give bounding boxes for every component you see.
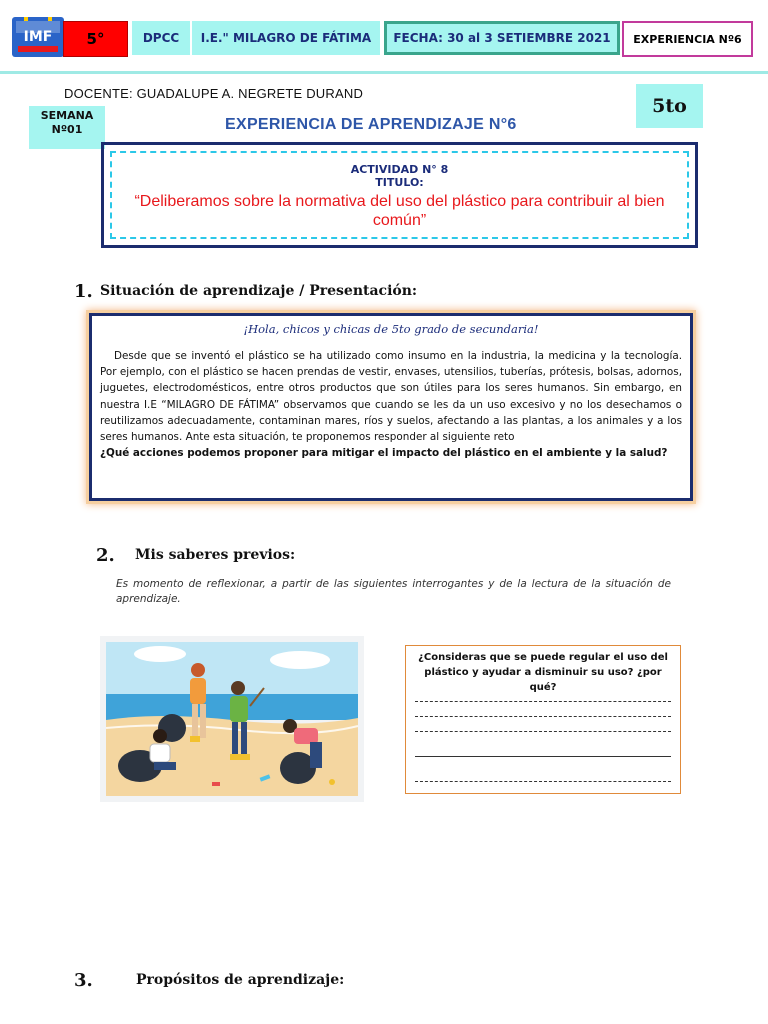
section-3-title: Propósitos de aprendizaje: xyxy=(136,972,345,988)
section-2-number: 2. xyxy=(96,545,115,566)
header-date: FECHA: 30 al 3 SETIEMBRE 2021 xyxy=(384,21,620,55)
question-text: ¿Consideras que se puede regular el uso del plástico y ayudar a disminuir su uso? ¿por qué? xyxy=(418,652,668,693)
experience-title: EXPERIENCIA DE APRENDIZAJE N°6 xyxy=(225,116,517,133)
activity-inner-border xyxy=(110,151,689,239)
situation-question: ¿Qué acciones podemos proponer para mitigar el impacto del plástico en el ambiente y la salud? xyxy=(100,447,668,460)
teacher-name: DOCENTE: GUADALUPE A. NEGRETE DURAND xyxy=(64,86,364,101)
header-grade: 5° xyxy=(63,21,128,57)
situation-greeting: ¡Hola, chicos y chicas de 5to grado de secundaria! xyxy=(243,322,539,336)
activity-title-label: TITULO: xyxy=(375,176,424,189)
section-3-number: 3. xyxy=(74,970,93,991)
school-logo xyxy=(10,15,66,59)
situation-box xyxy=(89,313,693,501)
answer-line-3[interactable] xyxy=(415,731,671,732)
activity-number: ACTIVIDAD N° 8 xyxy=(350,163,449,176)
header-school: I.E." MILAGRO DE FÁTIMA xyxy=(192,21,380,55)
activity-box xyxy=(101,142,698,248)
header-area: DPCC xyxy=(132,21,190,55)
header-experience: EXPERIENCIA Nº6 xyxy=(622,21,753,57)
answer-line-4[interactable] xyxy=(415,756,671,757)
answer-line-2[interactable] xyxy=(415,716,671,717)
week-label: SEMANA xyxy=(40,109,94,122)
header-divider xyxy=(0,71,768,74)
section-2-title: Mis saberes previos: xyxy=(135,547,296,563)
section-1-title: Situación de aprendizaje / Presentación: xyxy=(100,283,418,299)
question-box xyxy=(405,645,681,794)
beach-cleanup-illustration xyxy=(100,636,364,802)
grade-badge: 5to xyxy=(636,84,703,128)
reflection-instruction: Es momento de reflexionar, a partir de las siguientes interrogantes y de la lectura de la situación de aprendizaje. xyxy=(116,578,671,605)
week-number: Nº01 xyxy=(51,123,83,136)
answer-line-1[interactable] xyxy=(415,701,671,702)
svg-text:IMF: IMF xyxy=(23,29,53,45)
answer-line-5[interactable] xyxy=(415,781,671,782)
week-badge xyxy=(29,106,105,149)
situation-body: Desde que se inventó el plástico se ha utilizado como insumo en la industria, la medicina y la tecnología. Por ejemplo, con el plástico se hacen prendas de vestir, envases, utensilios, tuberías, prótesis, bolsas, adornos, juguetes, electrodomésticos, entre otros productos que son útiles para los seres humanos. Sin embargo, en nuestra I.E “MILAGRO DE FÁTIMA” observamos que cuando se les da un uso excesivo y no los desechamos o reutilizamos adecuadamente, contaminan mares, ríos y suelos, afectando a las plantas, a los animales y a los seres humanos. Ante esta situación, te proponemos responder al siguiente reto xyxy=(100,350,682,444)
activity-title: “Deliberamos sobre la normativa del uso del plástico para contribuir al bien común” xyxy=(134,193,665,229)
section-1-number: 1. xyxy=(74,281,93,302)
